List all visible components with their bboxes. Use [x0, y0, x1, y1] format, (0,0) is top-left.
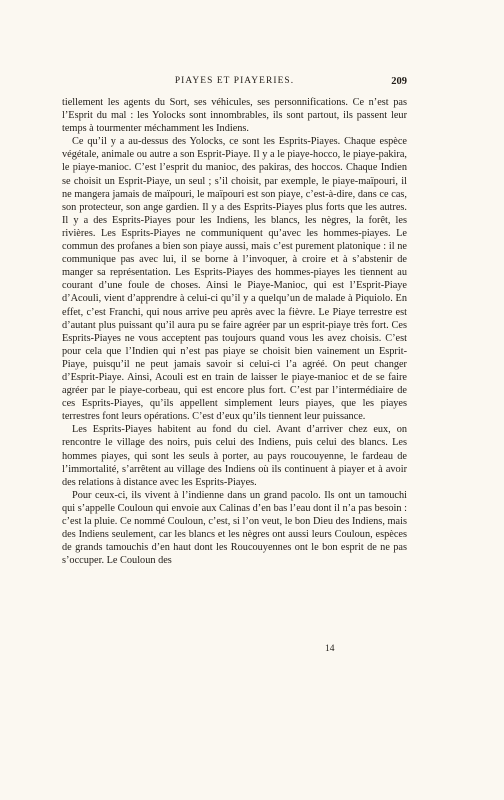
signature-mark: 14: [325, 644, 335, 654]
paragraph-2: Ce qu’il y a au-dessus des Yolocks, ce sont les Esprits-Piayes. Chaque espèce végétale, animale ou autre a son Esprit-Piaye. Il y a le piaye-hocco, le piaye-pakira, le piaye-manioc. C’est l’esprit du manioc, des pakiras, des hoccos. Chaque Indien se choisit un Esprit-Piaye, un seul ; s’il choisit, par exemple, le piaye-maïpouri, il ne mangera jamais de maïpouri, le maïpouri est son piaye, c’est-à-dire, dans ce cas, son protecteur, son ange gardien. Il y a des Esprits-Piayes plus forts que les autres. Il y a des Esprits-Piayes pour les Indiens, les blancs, les nègres, la forêt, les rivières. Les Esprits-Piayes ne communiquent qu’avec les hommes-piayes. Le commun des profanes a bien son piaye aussi, mais c’est purement platonique : il ne communique pas avec lui, il se borne à l’invoquer, à croire et à s’abstenir de manger sa représentation. Les Esprits-Piayes des hommes-piayes les tiennent au courant d’une foule de choses. Ainsi le Piaye-Manioc, qui est l’Esprit-Piaye d’Acouli, vient d’apprendre à celui-ci qu’il y a quelqu’un de malade à Piquiolo. En effet, c’est Franchi, qui nous arrive peu après avec la fièvre. Le Piaye terrestre est d’autant plus puissant qu’il aura pu se faire agréer par un esprit-piaye très fort. Ces Esprits-Piayes ne vous acceptent pas toujours quand vous les avez choisis. C’est pour cela que l’Indien qui n’est pas piaye se choisit bien vainement un Esprit-Piaye, puisqu’il ne peut jamais savoir si celui-ci l’a agréé. On peut changer d’Esprit-Piaye. Ainsi, Acouli est en train de laisser le piaye-manioc et de se faire agréer par le piaye-corbeau, qui est encore plus fort. C’est par l’intermédiaire de ces Esprits-Piayes, qu’ils appellent simplement leurs piayes, que les piayes terrestres font leurs opérations. C’est d’eux qu’ils tiennent leur puissance.: [62, 136, 407, 423]
page-number: 209: [391, 76, 407, 87]
running-head: [62, 76, 407, 90]
running-title: PIAYES ET PIAYERIES.: [174, 76, 295, 86]
paragraph-4: Pour ceux-ci, ils vivent à l’indienne dans un grand pacolo. Ils ont un tamouchi qui s’appelle Couloun qui envoie aux Calinas d’en bas l’eau dont il n’a pas besoin : c’est la pluie. Ce nommé Couloun, c’est, si l’on veut, le bon Dieu des Indiens, mais des Indiens seulement, car les blancs et les nègres ont aussi leurs Couloun, espèces de grands tamouchis d’en haut dont les Roucouyennes ont le bon esprit de ne pas s’occuper. Le Couloun des: [62, 489, 407, 567]
paragraph-1: tiellement les agents du Sort, ses véhicules, ses personnifications. Ce n’est pas l’Esprit du mal : les Yolocks sont innombrables, ils sont partout, ils passent leur temps à tourmenter méchamment les Indiens.: [62, 97, 407, 135]
body-text: [62, 96, 407, 567]
paragraph-3: Les Esprits-Piayes habitent au fond du ciel. Avant d’arriver chez eux, on rencontre le village des noirs, puis celui des Indiens, puis celui des blancs. Les hommes piayes, qui sont les seuls à porter, au pays roucouyenne, le fardeau de l’immortalité, s’arrêtent au village des Indiens où ils continuent à piayer et à avoir des relations à distance avec les Esprits-Piayes.: [62, 424, 407, 488]
